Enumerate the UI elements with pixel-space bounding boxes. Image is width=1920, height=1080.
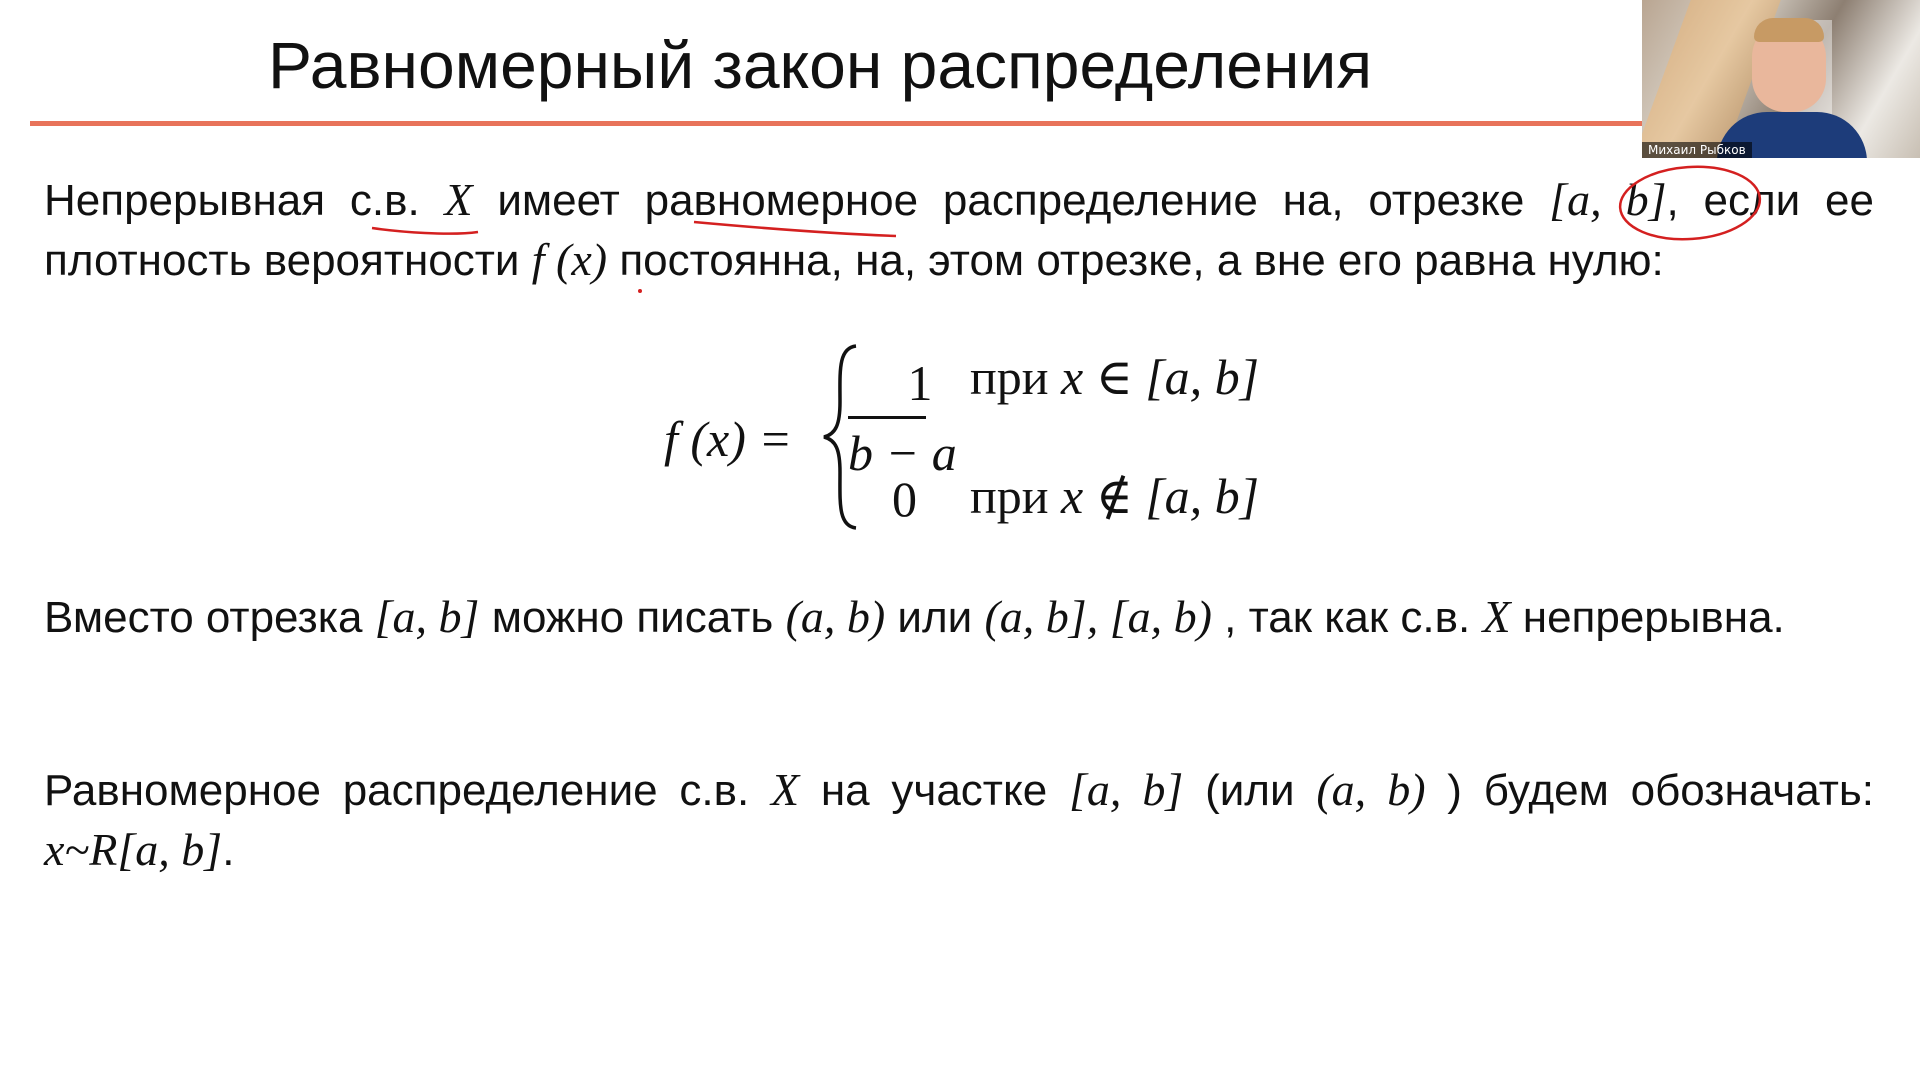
text-fragment: имеет bbox=[472, 176, 645, 225]
text-fragment: вероятности bbox=[263, 236, 520, 285]
text-fragment: Равномерное распределение с.в. bbox=[44, 766, 771, 815]
text-fragment: непрерывна. bbox=[1510, 593, 1785, 642]
paragraph-notation bbox=[44, 760, 1874, 880]
math-interval: [a, b] bbox=[1549, 174, 1667, 225]
presenter-name-label: Михаил Рыбков bbox=[1642, 142, 1752, 158]
case-condition: x ∉ [a, b] bbox=[1061, 468, 1260, 524]
text-fragment-sv: с.в. bbox=[349, 176, 420, 225]
case-word: при bbox=[970, 468, 1062, 524]
case-zero-value: 0 bbox=[892, 471, 917, 527]
case-condition: x ∈ [a, b] bbox=[1061, 349, 1260, 405]
webcam-video[interactable] bbox=[1642, 0, 1920, 158]
text-fragment: Вместо отрезка bbox=[44, 593, 375, 642]
text-fragment: Непрерывная bbox=[44, 176, 350, 225]
text-fragment: (или bbox=[1183, 766, 1317, 815]
math-variable-x: X bbox=[444, 174, 473, 225]
text-fragment-uniform: равномерное bbox=[644, 176, 919, 225]
fraction-numerator: 1 bbox=[907, 355, 933, 411]
text-fragment: можно писать bbox=[479, 593, 786, 642]
paragraph-definition bbox=[44, 170, 1874, 290]
math-closed-interval: [a, b] bbox=[1068, 764, 1184, 815]
math-variable-x: X bbox=[1482, 591, 1511, 642]
title-divider bbox=[30, 121, 1642, 126]
math-variable-x: X bbox=[770, 764, 800, 815]
math-density-function: f (x) bbox=[531, 234, 608, 285]
case-inside-condition bbox=[970, 348, 1259, 406]
math-half-open-intervals: (a, b], [a, b) bbox=[984, 591, 1212, 642]
fraction-bar bbox=[848, 416, 926, 419]
text-fragment: на участке bbox=[799, 766, 1069, 815]
text-fragment: , так как с.в. bbox=[1211, 593, 1483, 642]
case-word: при bbox=[970, 349, 1062, 405]
math-open-interval: (a, b) bbox=[1316, 764, 1426, 815]
text-fragment: ) будем обозначать: bbox=[1425, 766, 1874, 815]
text-fragment: распределение на, отрезке bbox=[918, 176, 1550, 225]
math-notation-uniform: x~R[a, b] bbox=[44, 824, 223, 875]
text-fragment: или bbox=[885, 593, 985, 642]
text-fragment: . bbox=[222, 826, 235, 875]
math-open-interval: (a, b) bbox=[785, 591, 886, 642]
case-outside-condition bbox=[970, 467, 1259, 525]
fraction-denominator: b − a bbox=[848, 425, 957, 481]
density-formula bbox=[664, 342, 1284, 542]
text-fragment bbox=[420, 176, 445, 225]
presenter-hair bbox=[1754, 18, 1824, 42]
math-closed-interval: [a, b] bbox=[374, 591, 480, 642]
text-fragment: постоянна, на, этом отрезке, а вне его равна нулю: bbox=[607, 236, 1664, 285]
formula-lhs: f (x) = bbox=[664, 411, 793, 467]
text-fragment bbox=[520, 236, 532, 285]
paragraph-interval-note bbox=[44, 587, 1874, 647]
text-fragment: , если ее плотность bbox=[44, 176, 1874, 285]
slide-title: Равномерный закон распределения bbox=[267, 28, 1373, 102]
